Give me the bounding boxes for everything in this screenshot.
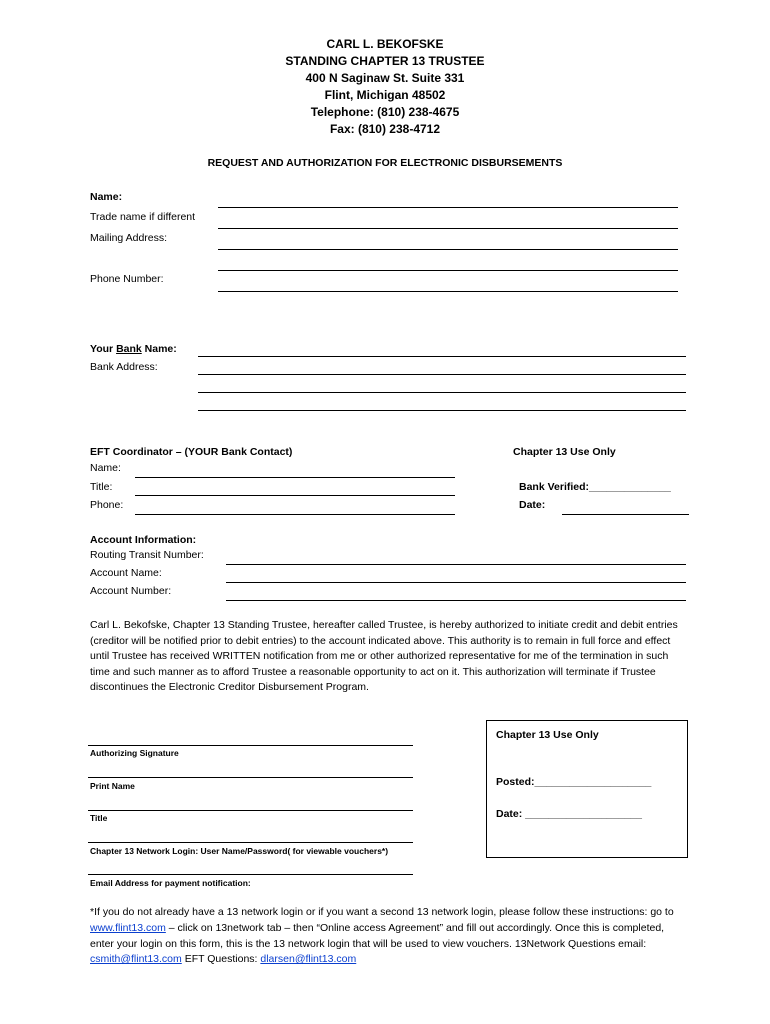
phone-number-field[interactable]	[218, 291, 678, 292]
title-label: Title	[90, 813, 108, 823]
dlarsen-email-link[interactable]: dlarsen@flint13.com	[260, 953, 357, 966]
account-name-field[interactable]	[226, 582, 686, 583]
trustee-title: STANDING CHAPTER 13 TRUSTEE	[285, 54, 485, 68]
trade-name-label: Trade name if different	[90, 211, 196, 223]
bank-address-field-3[interactable]	[198, 410, 686, 411]
trustee-name: CARL L. BEKOFSKE	[326, 37, 444, 51]
print-name-field[interactable]	[88, 777, 413, 778]
mailing-address-field-1[interactable]	[218, 249, 678, 250]
routing-number-label: Routing Transit Number:	[90, 549, 204, 561]
use-only-date-field[interactable]	[562, 514, 689, 515]
trustee-fax: Fax: (810) 238-4712	[329, 122, 441, 136]
title-field[interactable]	[88, 810, 413, 811]
bank-address-field-1[interactable]	[198, 374, 686, 375]
name-field[interactable]	[218, 207, 678, 208]
csmith-email-link[interactable]: csmith@flint13.com	[90, 953, 182, 966]
network-login-label: Chapter 13 Network Login: User Name/Password( for viewable vouchers*)	[90, 846, 389, 856]
account-info-heading: Account Information:	[90, 534, 197, 546]
mailing-address-field-2[interactable]	[218, 270, 678, 271]
network-login-field[interactable]	[88, 842, 413, 843]
eft-title-field[interactable]	[135, 495, 455, 496]
mailing-address-label: Mailing Address:	[90, 232, 168, 244]
name-text: Name:	[141, 343, 177, 355]
eft-name-field[interactable]	[135, 477, 455, 478]
form-title: REQUEST AND AUTHORIZATION FOR ELECTRONIC DISBURSEMENTS	[207, 157, 563, 169]
account-number-label: Account Number:	[90, 585, 172, 597]
print-name-label: Print Name	[90, 781, 135, 791]
name-label: Name:	[90, 191, 123, 203]
bank-word: Bank	[116, 343, 142, 355]
bank-name-field[interactable]	[198, 356, 686, 357]
eft-phone-field[interactable]	[135, 514, 455, 515]
eft-phone-label: Phone:	[90, 499, 124, 511]
footer-instructions	[90, 905, 690, 968]
email-field[interactable]	[88, 874, 413, 875]
footer-text-3: EFT Questions:	[181, 953, 261, 966]
flint13-link[interactable]: www.flint13.com	[90, 921, 166, 934]
phone-number-label: Phone Number:	[90, 273, 164, 285]
use-only-box	[486, 720, 688, 858]
authorizing-signature-field[interactable]	[88, 745, 413, 746]
trustee-telephone: Telephone: (810) 238-4675	[310, 105, 460, 119]
authorization-paragraph: Carl L. Bekofske, Chapter 13 Standing Trustee, hereafter called Trustee, is hereby authorized to initiate credit and debit entries (creditor will be notified prior to debit entries) to the account indicated above. This authority is to remain in full force and effect until Trustee has received WRITTEN notification from me or other authorized representative for me of the termination in such time and such manner as to afford Trustee a reasonable opportunity to act on it. This authorization will terminate if Trustee discontinues the Electronic Creditor Disbursement Program.	[90, 619, 678, 694]
bank-address-field-2[interactable]	[198, 392, 686, 393]
use-only-date-label: Date:	[519, 499, 546, 511]
footer-text-2: – click on 13network tab – then “Online access Agreement” and fill out accordingly. Once this is completed, enter your login on this form, this is the 13 network login that will be used to view vouchers. 13Network Questions email:	[90, 921, 665, 950]
trustee-city: Flint, Michigan 48502	[324, 88, 446, 102]
eft-title-label: Title:	[90, 481, 113, 493]
account-number-field[interactable]	[226, 600, 686, 601]
use-only-heading-top: Chapter 13 Use Only	[513, 446, 616, 458]
footer-text-1: *If you do not already have a 13 network login or if you want a second 13 network login, please follow these instructions: go to	[90, 906, 674, 918]
eft-heading: EFT Coordinator – (YOUR Bank Contact)	[90, 446, 293, 458]
eft-name-label: Name:	[90, 462, 121, 474]
use-only-box-heading: Chapter 13 Use Only	[496, 729, 599, 741]
routing-number-field[interactable]	[226, 564, 686, 565]
bank-address-label: Bank Address:	[90, 361, 158, 373]
your-text: Your	[90, 343, 117, 355]
trustee-street: 400 N Saginaw St. Suite 331	[305, 71, 465, 85]
bank-name-label	[90, 342, 177, 356]
trade-name-field[interactable]	[218, 228, 678, 229]
bank-verified-label: Bank Verified:______________	[519, 481, 671, 493]
authorizing-signature-label: Authorizing Signature	[90, 748, 179, 758]
posted-label: Posted:____________________	[496, 776, 652, 788]
email-label: Email Address for payment notification:	[90, 878, 251, 888]
use-only-box-date-label: Date: ____________________	[496, 808, 642, 820]
account-name-label: Account Name:	[90, 567, 162, 579]
